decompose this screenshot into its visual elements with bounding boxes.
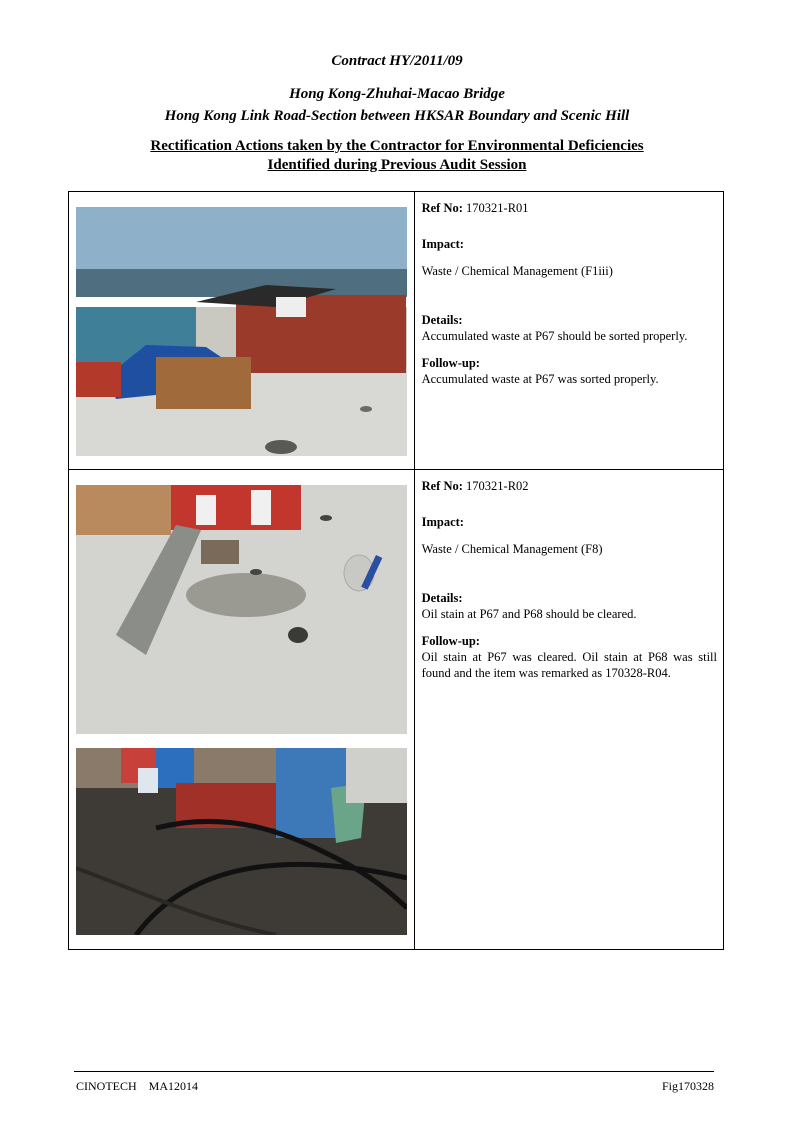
photo-cell [69, 470, 415, 950]
impact-value: Waste / Chemical Management (F8) [421, 542, 603, 556]
impact-label: Impact: [421, 515, 464, 529]
ref-label: Ref No: [421, 201, 463, 215]
photo-cell [69, 192, 415, 470]
report-title-line2: Identified during Previous Audit Session [267, 157, 527, 173]
table-row [69, 192, 724, 470]
photo-oil-stain-p67 [76, 485, 407, 734]
footer-left: CINOTECH MA12014 [76, 1079, 198, 1093]
deficiency-table [68, 191, 724, 950]
details-value: Accumulated waste at P67 should be sorted properly. [421, 329, 688, 343]
details-value: Oil stain at P67 and P68 should be cleared. [421, 607, 637, 621]
contract-number: Contract HY/2011/09 [331, 53, 463, 69]
details-cell [414, 470, 723, 950]
follow-up-value: Oil stain at P67 was cleared. Oil stain at P68 was still found and the item was remarked as 170328-R04. [421, 650, 717, 680]
details-label: Details: [421, 591, 463, 605]
ref-number: 170321-R02 [466, 479, 529, 493]
photo-waste-skip [76, 207, 407, 456]
impact-label: Impact: [421, 237, 464, 251]
photo-oil-stain-p68 [76, 748, 407, 935]
follow-up-value: Accumulated waste at P67 was sorted properly. [421, 372, 659, 386]
footer-rule [74, 1071, 714, 1072]
impact-value: Waste / Chemical Management (F1iii) [421, 264, 613, 278]
footer-figure-number: Fig170328 [661, 1079, 714, 1093]
project-name: Hong Kong-Zhuhai-Macao Bridge [289, 86, 505, 102]
details-cell [414, 192, 723, 470]
ref-number: 170321-R01 [466, 201, 529, 215]
ref-label: Ref No: [421, 479, 463, 493]
follow-up-label: Follow-up: [421, 634, 480, 648]
details-label: Details: [421, 313, 463, 327]
table-row [69, 470, 724, 950]
section-name: Hong Kong Link Road-Section between HKSAR Boundary and Scenic Hill [164, 108, 630, 124]
report-title-line1: Rectification Actions taken by the Contractor for Environmental Deficiencies [150, 138, 644, 154]
follow-up-label: Follow-up: [421, 356, 480, 370]
